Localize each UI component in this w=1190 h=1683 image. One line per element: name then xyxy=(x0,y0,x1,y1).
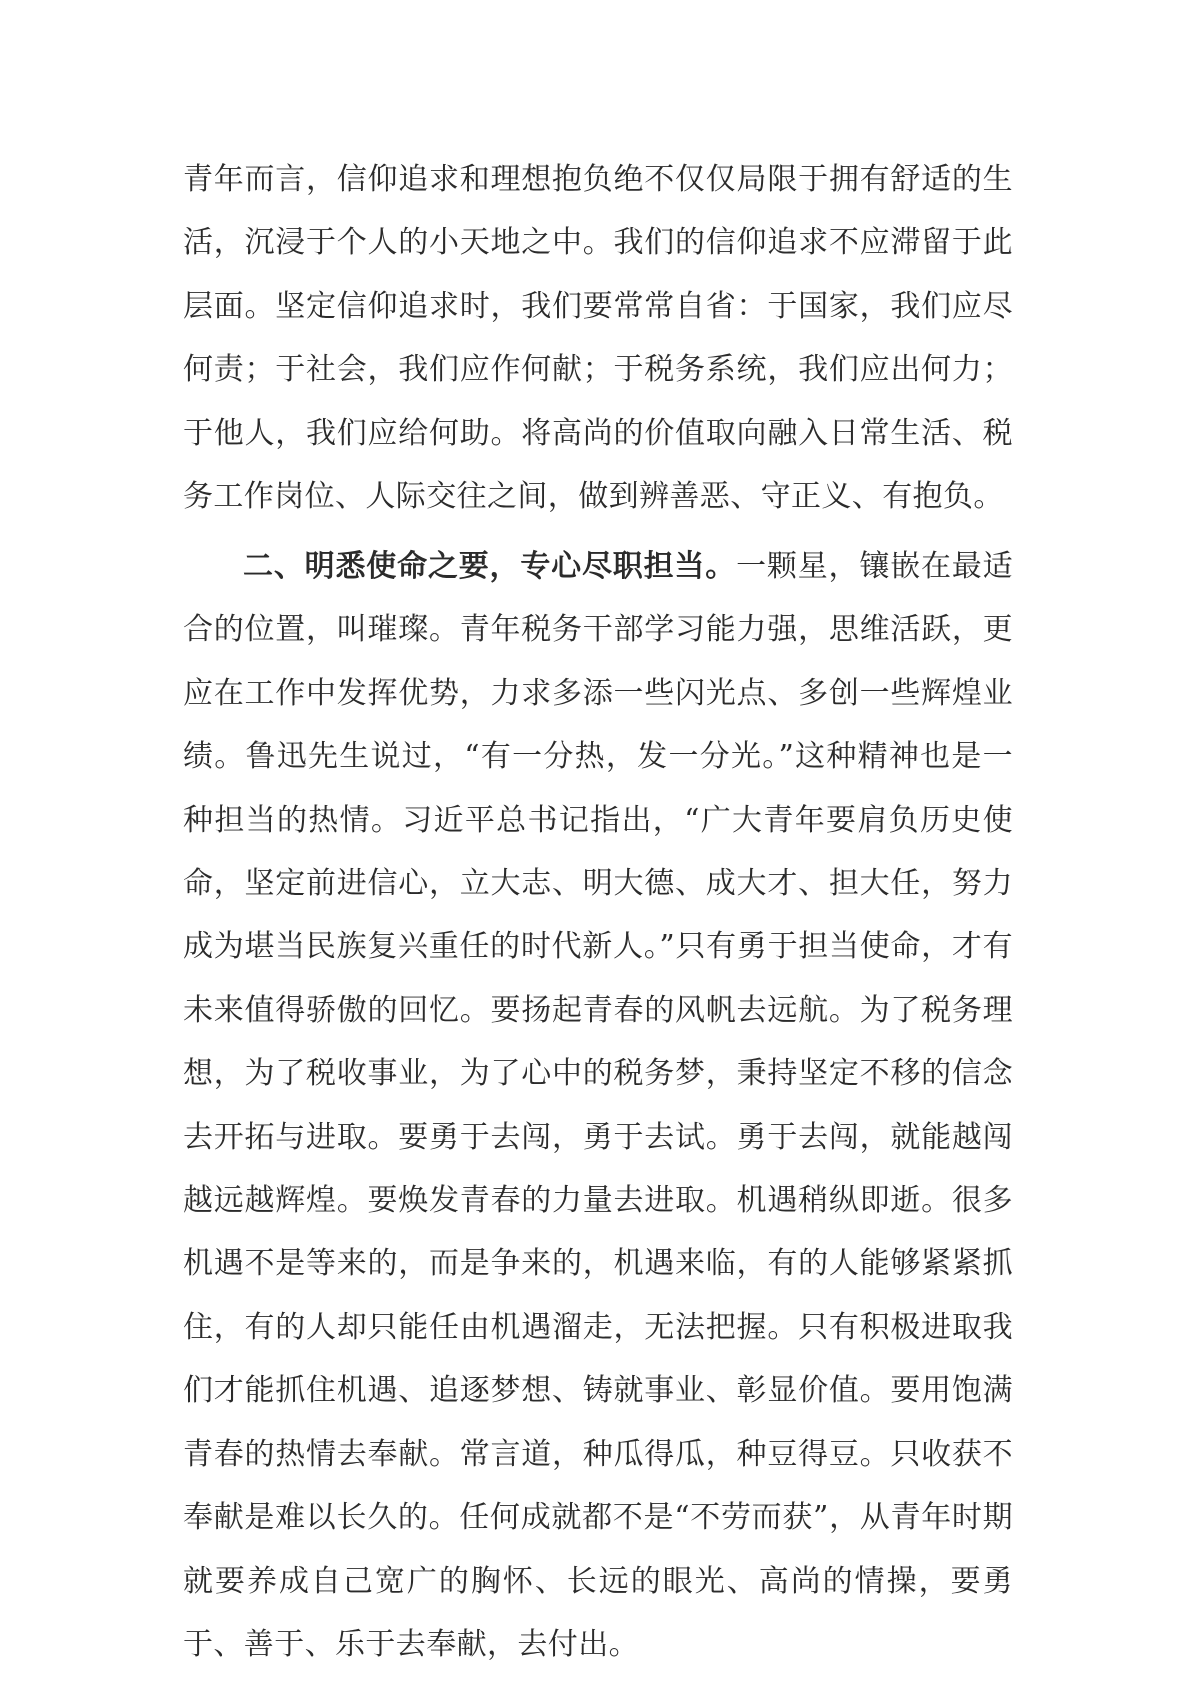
section-heading: 二、明悉使命之要，专心尽职担当。 xyxy=(243,549,737,584)
section-body: 一颗星，镶嵌在最适合的位置，叫璀璨。青年税务干部学习能力强，思维活跃，更应在工作中发挥优势，力求多添一些闪光点、多创一些辉煌业绩。鲁迅先生说过，“有一分热，发一分光。”这种精神也是一种担当的热情。习近平总书记指出，“广大青年要肩负历史使命，坚定前进信心，立大志、明大德、成大才、担大任，努力成为堪当民族复兴重任的时代新人。”只有勇于担当使命，才有未来值得骄傲的回忆。要扬起青春的风帆去远航。为了税务理想，为了税收事业，为了心中的税务梦，秉持坚定不移的信念去开拓与进取。要勇于去闯，勇于去试。勇于去闯，就能越闯越远越辉煌。要焕发青春的力量去进取。机遇稍纵即逝。很多机遇不是等来的，而是争来的，机遇来临，有的人能够紧紧抓住，有的人却只能任由机遇溜走，无法把握。只有积极进取我们才能抓住机遇、追逐梦想、铸就事业、彰显价值。要用饱满青春的热情去奉献。常言道，种瓜得瓜，种豆得豆。只收获不奉献是难以长久的。任何成就都不是“不劳而获”，从青年时期就要养成自己宽广的胸怀、长远的眼光、高尚的情操，要勇于、善于、乐于去奉献，去付出。 xyxy=(183,549,1013,1662)
paragraph-continuation: 青年而言，信仰追求和理想抱负绝不仅仅局限于拥有舒适的生活，沉浸于个人的小天地之中。我们的信仰追求不应滞留于此层面。坚定信仰追求时，我们要常常自省：于国家，我们应尽何责；于社会，我们应作何献；于税务系统，我们应出何力；于他人，我们应给何助。将高尚的价值取向融入日常生活、税务工作岗位、人际交往之间，做到辨善恶、守正义、有抱负。 xyxy=(183,162,1013,515)
paragraph-section-two xyxy=(183,535,1013,1676)
